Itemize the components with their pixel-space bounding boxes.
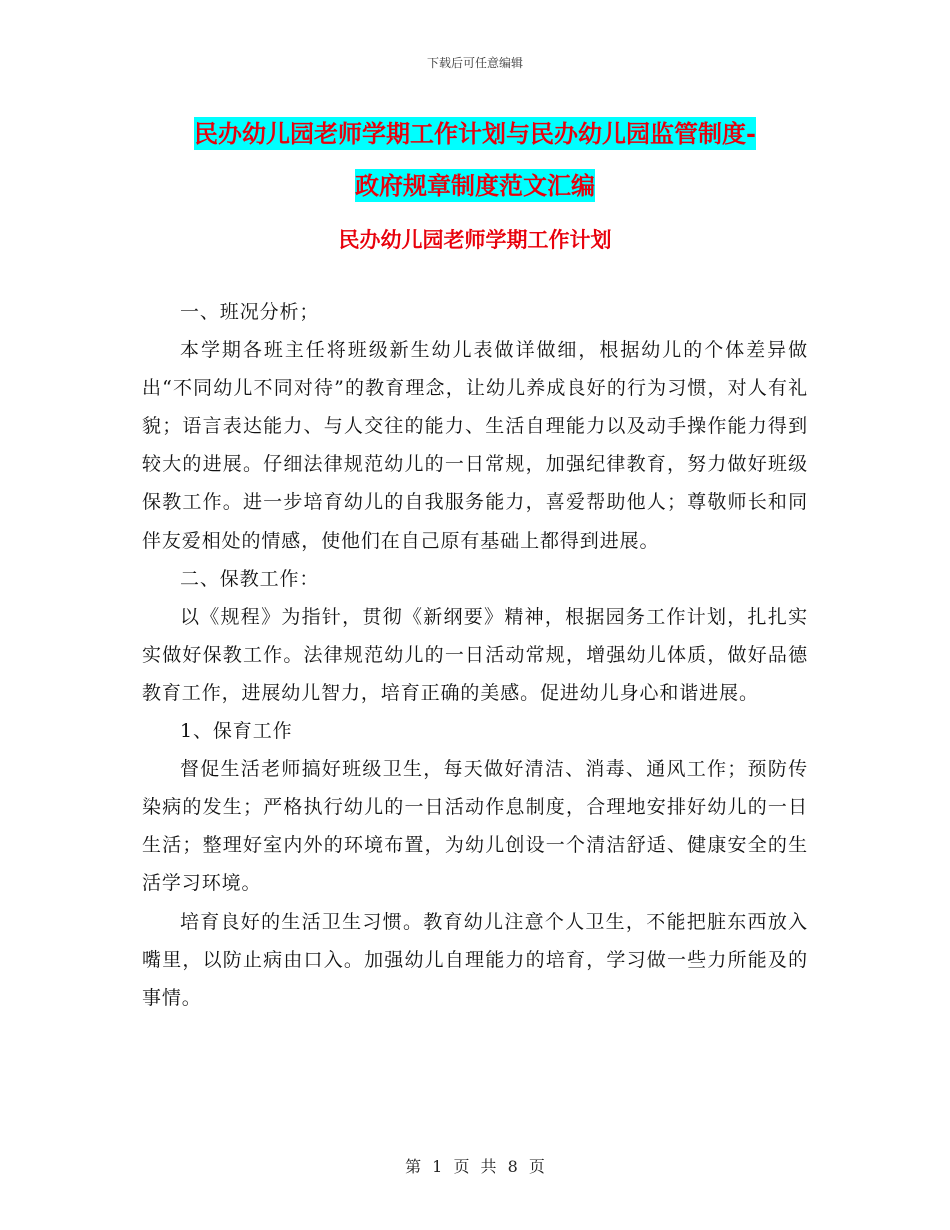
section-title: 民办幼儿园老师学期工作计划 xyxy=(338,227,612,252)
body-text xyxy=(142,293,808,1017)
title-line-1: 民办幼儿园老师学期工作计划与民办幼儿园监管制度- xyxy=(194,119,756,148)
page-number: 第 1 页 共 8 页 xyxy=(405,1157,545,1176)
paragraph: 培育良好的生活卫生习惯。教育幼儿注意个人卫生，不能把脏东西放入嘴里，以防止病由口入。加强幼儿自理能力的培育，学习做一些力所能及的事情。 xyxy=(142,910,808,1009)
header-note: 下载后可任意编辑 xyxy=(426,56,523,70)
document-title xyxy=(0,108,950,212)
paragraph: 本学期各班主任将班级新生幼儿表做详做细，根据幼儿的个体差异做出“不同幼儿不同对待”的教育理念，让幼儿养成良好的行为习惯，对人有礼貌；语言表达能力、与人交往的能力、生活自理能力以及动手操作能力得到较大的进展。仔细法律规范幼儿的一日常规，加强纪律教育，努力做好班级保教工作。进一步培育幼儿的自我服务能力，喜爱帮助他人；尊敬师长和同伴友爱相处的情感，使他们在自己原有基础上都得到进展。 xyxy=(142,339,808,552)
heading-class-analysis: 一、班况分析； xyxy=(180,301,320,323)
paragraph: 督促生活老师搞好班级卫生，每天做好清洁、消毒、通风工作；预防传染病的发生；严格执行幼儿的一日活动作息制度，合理地安排好幼儿的一日生活；整理好室内外的环境布置，为幼儿创设一个清洁舒适、健康安全的生活学习环境。 xyxy=(142,758,808,895)
title-line-2: 政府规章制度范文汇编 xyxy=(355,171,595,200)
paragraph: 以《规程》为指针，贯彻《新纲要》精神，根据园务工作计划，扎扎实实做好保教工作。法律规范幼儿的一日活动常规，增强幼儿体质，做好品德教育工作，进展幼儿智力，培育正确的美感。促进幼儿身心和谐进展。 xyxy=(142,605,808,704)
heading-care-education: 二、保教工作： xyxy=(180,567,320,590)
heading-childcare: 1、保育工作 xyxy=(180,720,293,743)
